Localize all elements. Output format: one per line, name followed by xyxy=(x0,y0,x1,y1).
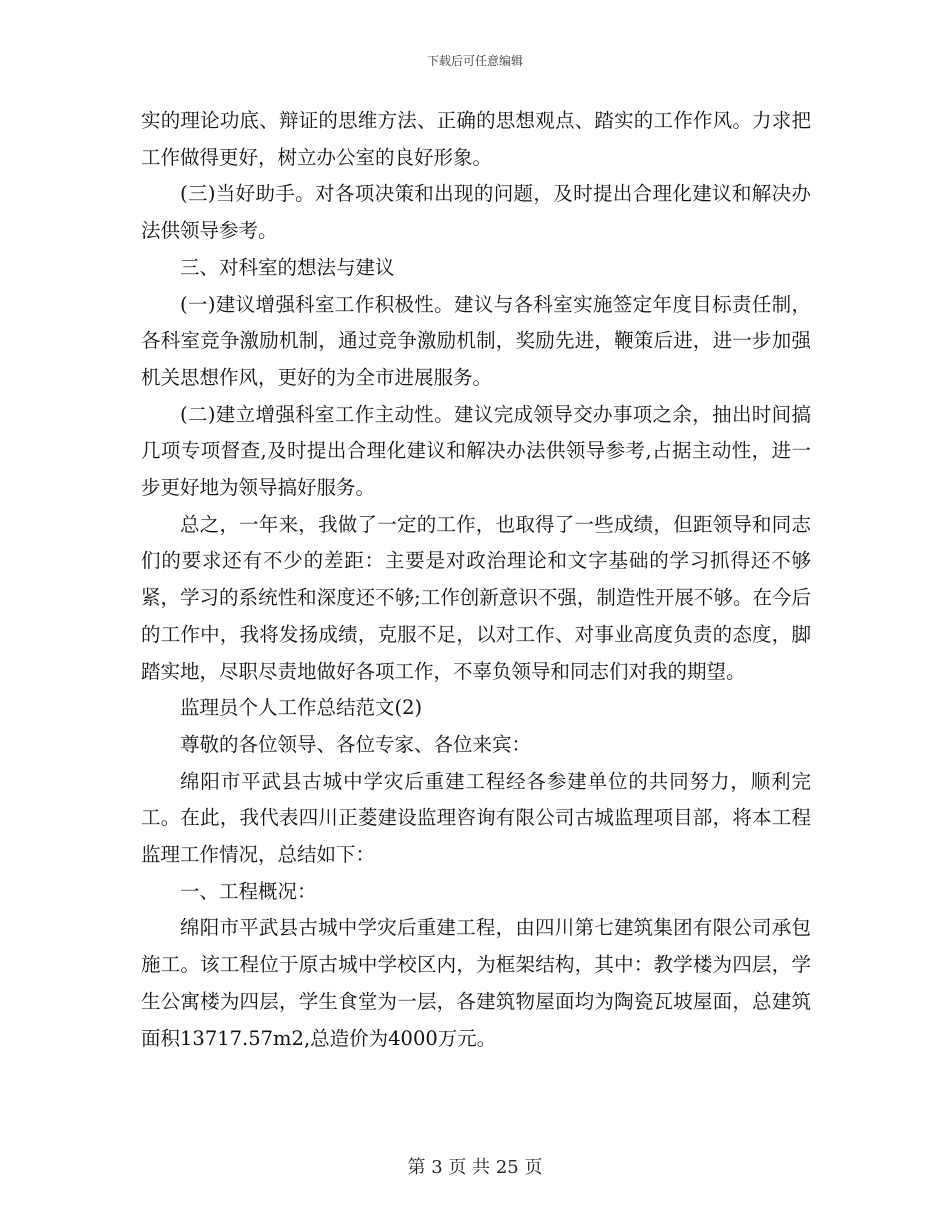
section-heading: 一、工程概况： xyxy=(180,879,317,903)
section-heading: 三、对科室的想法与建议 xyxy=(180,255,395,279)
paragraph: (二)建立增强科室工作主动性。建议完成领导交办事项之余，抽出时间搞几项专项督查,及时提出合理化建议和解决办法供领导参考,占据主动性，进一步更好地为领导搞好服务。 xyxy=(141,402,811,500)
paragraph: (一)建议增强科室工作积极性。建议与各科室实施签定年度目标责任制，各科室竞争激励机制，通过竞争激励机制，奖励先进，鞭策后进，进一步加强机关思想作风，更好的为全市进展服务。 xyxy=(141,292,811,389)
document-title: 监理员个人工作总结范文(2) xyxy=(180,696,423,720)
paragraph: 绵阳市平武县古城中学灾后重建工程经各参建单位的共同努力，顺利完工。在此，我代表四川正菱建设监理咨询有限公司古城监理项目部，将本工程监理工作情况，总结如下： xyxy=(141,769,811,867)
paragraph: 实的理论功底、辩证的思维方法、正确的思想观点、踏实的工作作风。力求把工作做得更好，树立办公室的良好形象。 xyxy=(141,109,811,169)
page-number: 第 3 页 共 25 页 xyxy=(407,1157,543,1178)
paragraph: (三)当好助手。对各项决策和出现的问题，及时提出合理化建议和解决办法供领导参考。 xyxy=(141,182,811,243)
document-body xyxy=(141,103,811,1057)
paragraph: 总之，一年来，我做了一定的工作，也取得了一些成绩，但距领导和同志们的要求还有不少的差距：主要是对政治理论和文字基础的学习抓得还不够紧，学习的系统性和深度还不够;工作创新意识不强，制造性开展不够。在今后的工作中，我将发扬成绩，克服不足，以对工作、对事业高度负责的态度，脚踏实地，尽职尽责地做好各项工作，不辜负领导和同志们对我的期望。 xyxy=(141,512,811,683)
paragraph: 绵阳市平武县古城中学灾后重建工程，由四川第七建筑集团有限公司承包施工。该工程位于原古城中学校区内，为框架结构，其中：教学楼为四层，学生公寓楼为四层，学生食堂为一层，各建筑物屋面均为陶瓷瓦坡屋面，总建筑面积13717.57m2,总造价为4000万元。 xyxy=(141,916,811,1050)
salutation: 尊敬的各位领导、各位专家、各位来宾： xyxy=(180,732,532,756)
page-header-note: 下载后可任意编辑 xyxy=(426,54,523,68)
